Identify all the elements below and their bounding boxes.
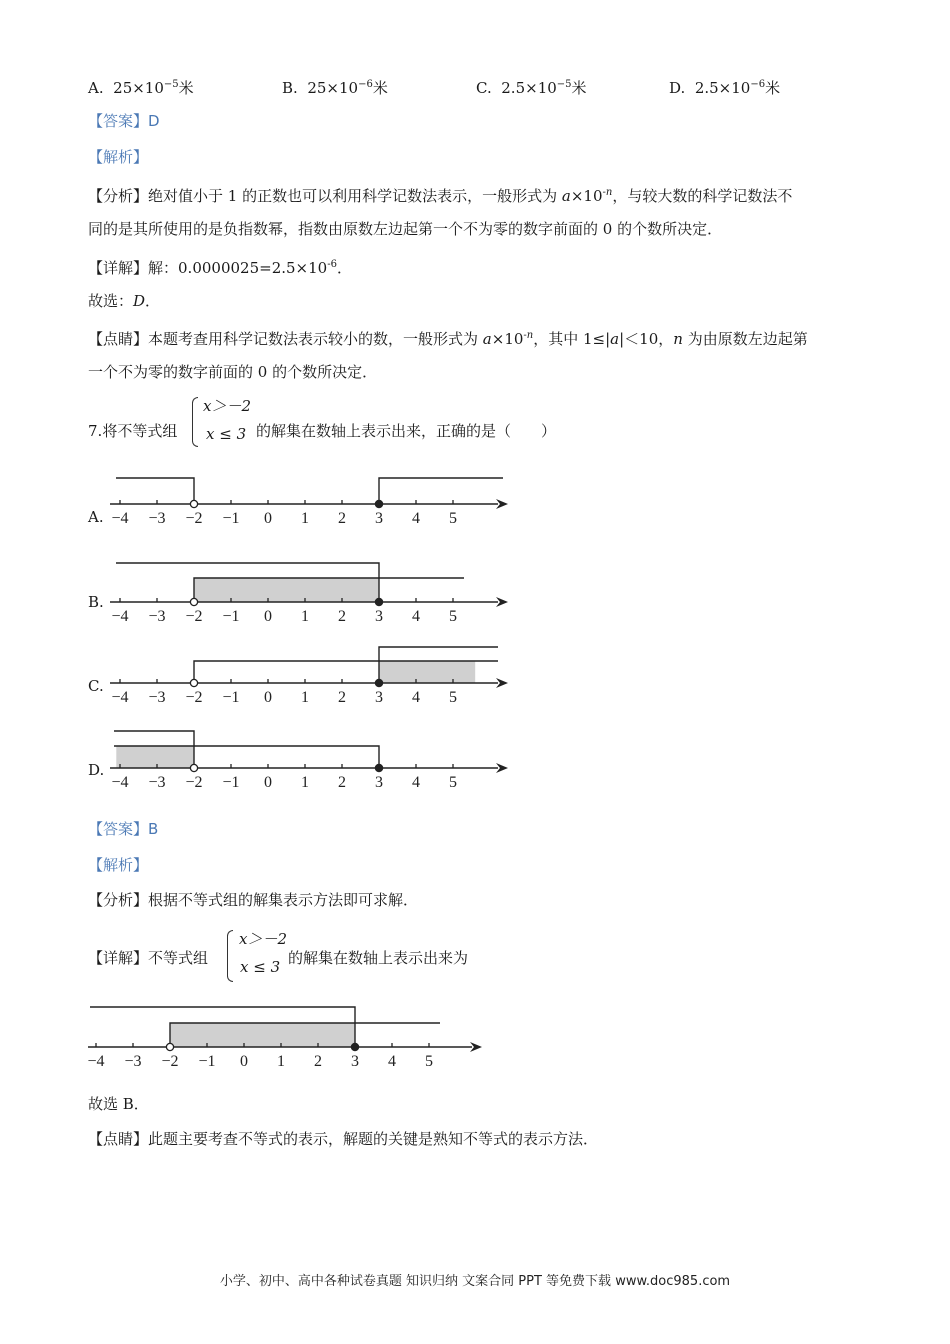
system-brace: [227, 930, 233, 982]
tick-label: −3: [148, 608, 166, 625]
q6-dianjing-line2: 一个不为零的数字前面的 0 的个数所决定．: [88, 363, 378, 381]
option-value: 2.5×10: [501, 79, 557, 97]
option-value: 25×10: [113, 79, 164, 97]
text: 绝对值小于 1 的正数也可以利用科学记数法表示，一般形式为: [148, 187, 562, 205]
tick-label: −1: [222, 689, 240, 706]
tick-label: −3: [148, 774, 166, 791]
option-exponent: −5: [556, 79, 572, 90]
closed-point: [351, 1043, 358, 1050]
variable: a: [561, 187, 571, 205]
option-unit: 米: [571, 79, 587, 97]
option-exponent: −6: [358, 79, 373, 90]
tick-label: 0: [264, 608, 272, 625]
tick-label: −1: [222, 608, 240, 625]
option-value: 2.5×10: [694, 79, 751, 97]
tick-label: 1: [301, 689, 309, 706]
option-exponent: −5: [163, 79, 179, 90]
shaded-region: [116, 746, 194, 768]
text: 本题考查用科学记数法表示较小的数，一般形式为: [148, 330, 483, 348]
tick-label: −4: [111, 510, 129, 527]
option-value: 25×10: [307, 79, 359, 97]
tick-label: 1: [301, 510, 309, 527]
inequality-2: x ≤ 3: [206, 425, 247, 443]
text: ．: [145, 292, 161, 310]
option-unit: 米: [372, 79, 388, 97]
exponent: -6: [327, 259, 337, 270]
tick-label: 3: [375, 774, 383, 791]
answer-value: D: [148, 112, 160, 130]
text: ，其中 1≤|: [533, 330, 611, 348]
tick-label: 5: [449, 689, 457, 706]
choice-letter: D: [133, 292, 146, 310]
q7-analysis-heading: [88, 854, 148, 876]
option-label: C.: [476, 79, 492, 97]
text: ，与较大数的科学记数法不: [612, 187, 793, 205]
tick-label: 0: [264, 689, 272, 706]
text: 故选：: [88, 292, 134, 310]
tick-label: 3: [375, 608, 383, 625]
tick-label: −3: [124, 1053, 142, 1070]
xiangjie-tag: 【详解】: [88, 949, 149, 967]
closed-point: [375, 500, 382, 507]
variable: a: [482, 330, 492, 348]
tick-label: −2: [185, 608, 203, 625]
tick-label: 4: [412, 510, 420, 527]
q7-choose: 故选 B．: [88, 1095, 149, 1113]
dianjing-tag: 【点睛】: [88, 1130, 149, 1148]
q7-answer: [88, 818, 158, 840]
fenxi-tag: 【分析】: [88, 187, 149, 205]
open-point: [190, 679, 197, 686]
numberline-label-a: A.: [88, 508, 104, 526]
text: ×10: [570, 187, 603, 205]
tick-label: −1: [222, 510, 240, 527]
tick-label: −2: [161, 1053, 179, 1070]
tick-label: 2: [314, 1053, 322, 1070]
text: 不等式组: [148, 949, 209, 967]
closed-point: [375, 679, 382, 686]
tick-label: −3: [148, 689, 166, 706]
xiangjie-tag: 【详解】: [88, 259, 149, 277]
tick-label: 0: [264, 510, 272, 527]
text: ×10: [491, 330, 524, 348]
answer-value: B: [148, 820, 159, 838]
answer-tag: 【答案】: [88, 112, 149, 130]
inequality-1: x＞－2: [239, 930, 288, 948]
text: |＜10，: [619, 330, 674, 348]
text: 解：0.0000025=2.5×10: [148, 259, 328, 277]
tick-label: −2: [185, 510, 203, 527]
text: ．: [336, 259, 352, 277]
tick-label: −2: [185, 774, 203, 791]
option-label: A.: [88, 79, 104, 97]
tick-label: 0: [264, 774, 272, 791]
tick-label: 2: [338, 689, 346, 706]
text: 为由原数左边起第: [682, 330, 808, 348]
option-label: D.: [669, 79, 686, 97]
option-exponent: −6: [750, 79, 766, 90]
q7-fenxi: [88, 889, 418, 911]
tick-label: −1: [198, 1053, 216, 1070]
shaded-region: [379, 661, 475, 683]
variable: a: [610, 330, 620, 348]
tick-label: 5: [449, 608, 457, 625]
exponent: -n: [602, 187, 613, 198]
q7-xiangjie: [88, 947, 208, 969]
inequality-1: x＞－2: [203, 397, 252, 415]
text: 根据不等式组的解集表示方法即可求解．: [148, 891, 419, 909]
open-point: [166, 1043, 173, 1050]
tick-label: 5: [449, 774, 457, 791]
q7-stem-suffix: 的解集在数轴上表示出来，正确的是（ ）: [256, 422, 557, 440]
closed-point: [375, 598, 382, 605]
tick-label: 2: [338, 608, 346, 625]
tick-label: 2: [338, 774, 346, 791]
q6-fenxi-line2: 同的是其所使用的是负指数幂，指数由原数左边起第一个不为零的数字前面的 0 的个数所决定．: [88, 220, 723, 238]
tick-label: 4: [412, 689, 420, 706]
fenxi-tag: 【分析】: [88, 891, 149, 909]
tick-label: −4: [111, 774, 129, 791]
inequality-2: x ≤ 3: [240, 958, 281, 976]
option-label: B.: [282, 79, 298, 97]
closed-point: [375, 764, 382, 771]
numberline-label-b: B.: [88, 593, 104, 611]
shaded-region: [170, 1023, 355, 1047]
shaded-region: [194, 578, 379, 602]
numberline-label-d: D.: [88, 761, 105, 779]
tick-label: 4: [388, 1053, 396, 1070]
question-number: 7.: [88, 422, 103, 440]
tick-label: −4: [87, 1053, 105, 1070]
open-point: [190, 598, 197, 605]
tick-label: 1: [301, 608, 309, 625]
tick-label: 2: [338, 510, 346, 527]
tick-label: 3: [375, 689, 383, 706]
variable: n: [673, 330, 683, 348]
tick-label: 3: [351, 1053, 359, 1070]
q7-xiangjie-suffix: 的解集在数轴上表示出来为: [288, 949, 469, 967]
q7-dianjing: [88, 1128, 598, 1150]
answer-tag: 【答案】: [88, 820, 149, 838]
open-point: [190, 764, 197, 771]
tick-label: 1: [277, 1053, 285, 1070]
tick-label: 4: [412, 608, 420, 625]
footer: 小学、初中、高中各种试卷真题 知识归纳 文案合同 PPT 等免费下载 www.doc985.com: [219, 1274, 731, 1289]
tick-label: 0: [240, 1053, 248, 1070]
tick-label: −1: [222, 774, 240, 791]
tick-label: −2: [185, 689, 203, 706]
option-unit: 米: [178, 79, 194, 97]
solution-bracket: [116, 478, 194, 504]
text: 将不等式组: [102, 422, 178, 440]
exponent: -n: [523, 330, 534, 341]
solution-bracket: [379, 478, 503, 504]
option-unit: 米: [765, 79, 781, 97]
analysis-tag: 【解析】: [88, 148, 149, 166]
tick-label: 4: [412, 774, 420, 791]
tick-label: 5: [425, 1053, 433, 1070]
dianjing-tag: 【点睛】: [88, 330, 149, 348]
numberline-label-c: C.: [88, 677, 104, 695]
tick-label: 3: [375, 510, 383, 527]
text: 此题主要考查不等式的表示，解题的关键是熟知不等式的表示方法．: [148, 1130, 599, 1148]
tick-label: 5: [449, 510, 457, 527]
tick-label: 1: [301, 774, 309, 791]
open-point: [190, 500, 197, 507]
tick-label: −3: [148, 510, 166, 527]
tick-label: −4: [111, 608, 129, 625]
analysis-tag: 【解析】: [88, 856, 149, 874]
tick-label: −4: [111, 689, 129, 706]
